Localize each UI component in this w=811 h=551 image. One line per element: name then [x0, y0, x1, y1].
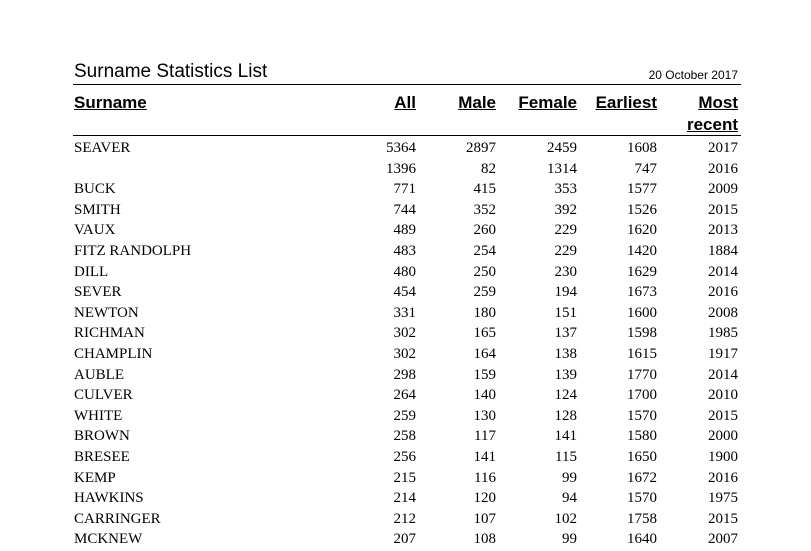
male-count-cell: 260 — [473, 222, 496, 239]
all-count-cell: 207 — [393, 531, 416, 548]
surname-cell: BRESEE — [74, 448, 130, 465]
table-row — [73, 426, 741, 447]
report-title-bar — [73, 58, 741, 85]
surname-cell: MCKNEW — [74, 531, 143, 548]
all-count-cell: 771 — [393, 181, 416, 198]
male-count-cell: 2897 — [466, 140, 496, 156]
table-row — [73, 200, 741, 221]
all-count-cell: 302 — [393, 325, 416, 342]
column-header-female: Female — [518, 93, 577, 112]
most-recent-year-cell: 2007 — [708, 531, 738, 548]
table-row — [73, 303, 741, 324]
female-count-cell: 137 — [554, 325, 577, 342]
most-recent-year-cell: 2010 — [708, 387, 738, 404]
earliest-year-cell: 1629 — [627, 263, 657, 280]
most-recent-year-cell: 2016 — [708, 469, 738, 486]
most-recent-year-cell: 2014 — [708, 366, 738, 383]
all-count-cell: 744 — [393, 201, 416, 218]
surname-cell: AUBLE — [74, 366, 124, 383]
male-count-cell: 108 — [473, 531, 496, 548]
earliest-year-cell: 1580 — [627, 428, 657, 445]
report-date: 20 October 2017 — [648, 68, 738, 82]
all-count-cell: 212 — [393, 510, 416, 527]
most-recent-year-cell: 1900 — [708, 448, 738, 465]
all-count-cell: 1396 — [386, 160, 416, 177]
table-header — [73, 85, 741, 136]
column-header-earliest: Earliest — [595, 93, 657, 112]
table-row — [73, 220, 741, 241]
earliest-year-cell: 1608 — [627, 140, 657, 156]
surname-cell: HAWKINS — [74, 490, 144, 507]
table-row — [73, 323, 741, 344]
surname-cell: KEMP — [74, 469, 116, 486]
all-count-cell: 256 — [393, 448, 416, 465]
surname-cell: BUCK — [74, 181, 116, 198]
column-header-all: All — [394, 93, 416, 112]
earliest-year-cell: 1598 — [627, 325, 657, 342]
table-row — [73, 468, 741, 489]
earliest-year-cell: 1640 — [627, 531, 657, 548]
most-recent-year-cell: 1975 — [708, 490, 738, 507]
column-header-most-recent-line1: Most — [698, 93, 738, 112]
earliest-year-cell: 1526 — [627, 201, 657, 218]
male-count-cell: 415 — [473, 181, 496, 198]
surname-cell: WHITE — [74, 407, 123, 424]
surname-cell: VAUX — [74, 222, 116, 239]
most-recent-year-cell: 2016 — [708, 284, 738, 301]
table-row — [73, 529, 741, 550]
table-row — [73, 385, 741, 406]
earliest-year-cell: 747 — [634, 160, 657, 177]
table-row — [73, 241, 741, 262]
surname-cell: CHAMPLIN — [74, 345, 153, 362]
male-count-cell: 82 — [481, 160, 496, 177]
most-recent-year-cell: 2008 — [708, 304, 738, 321]
female-count-cell: 94 — [562, 490, 577, 507]
all-count-cell: 489 — [393, 222, 416, 239]
female-count-cell: 2459 — [547, 140, 577, 156]
female-count-cell: 229 — [554, 222, 577, 239]
table-row — [73, 488, 741, 509]
female-count-cell: 99 — [562, 531, 577, 548]
table-row — [73, 365, 741, 386]
column-header-most-recent — [668, 92, 738, 136]
earliest-year-cell: 1570 — [627, 407, 657, 424]
male-count-cell: 180 — [473, 304, 496, 321]
female-count-cell: 128 — [554, 407, 577, 424]
table-row — [73, 344, 741, 365]
column-header-male: Male — [458, 93, 496, 112]
all-count-cell: 215 — [393, 469, 416, 486]
most-recent-year-cell: 2016 — [708, 160, 738, 177]
most-recent-year-cell: 2013 — [708, 222, 738, 239]
all-count-cell: 259 — [393, 407, 416, 424]
most-recent-year-cell: 1985 — [708, 325, 738, 342]
all-count-cell: 5364 — [386, 140, 416, 156]
table-row — [73, 138, 741, 159]
most-recent-year-cell: 2015 — [708, 201, 738, 218]
surname-cell: CULVER — [74, 387, 133, 404]
table-row — [73, 447, 741, 468]
male-count-cell: 141 — [473, 448, 496, 465]
report-title: Surname Statistics List — [74, 61, 268, 82]
surname-cell: RICHMAN — [74, 325, 145, 342]
male-count-cell: 259 — [473, 284, 496, 301]
male-count-cell: 165 — [473, 325, 496, 342]
male-count-cell: 107 — [473, 510, 496, 527]
earliest-year-cell: 1700 — [627, 387, 657, 404]
surname-statistics-report — [73, 58, 741, 550]
table-row — [73, 282, 741, 303]
all-count-cell: 480 — [393, 263, 416, 280]
all-count-cell: 264 — [393, 387, 416, 404]
earliest-year-cell: 1620 — [627, 222, 657, 239]
earliest-year-cell: 1672 — [627, 469, 657, 486]
table-row — [73, 262, 741, 283]
female-count-cell: 138 — [554, 345, 577, 362]
female-count-cell: 99 — [562, 469, 577, 486]
all-count-cell: 454 — [393, 284, 416, 301]
female-count-cell: 230 — [554, 263, 577, 280]
female-count-cell: 392 — [554, 201, 577, 218]
column-header-surname: Surname — [74, 93, 147, 112]
earliest-year-cell: 1673 — [627, 284, 657, 301]
female-count-cell: 353 — [554, 181, 577, 198]
male-count-cell: 116 — [474, 469, 496, 486]
surname-cell: NEWTON — [74, 304, 139, 321]
surname-cell: SMITH — [74, 201, 121, 218]
female-count-cell: 115 — [555, 448, 577, 465]
male-count-cell: 164 — [473, 345, 496, 362]
earliest-year-cell: 1420 — [627, 242, 657, 259]
earliest-year-cell: 1650 — [627, 448, 657, 465]
surname-cell: BROWN — [74, 428, 130, 445]
most-recent-year-cell: 2009 — [708, 181, 738, 198]
most-recent-year-cell: 1884 — [708, 242, 738, 259]
most-recent-year-cell: 2017 — [708, 140, 738, 156]
female-count-cell: 151 — [554, 304, 577, 321]
earliest-year-cell: 1570 — [627, 490, 657, 507]
male-count-cell: 159 — [473, 366, 496, 383]
male-count-cell: 352 — [473, 201, 496, 218]
female-count-cell: 141 — [554, 428, 577, 445]
all-count-cell: 214 — [393, 490, 416, 507]
female-count-cell: 139 — [554, 366, 577, 383]
table-body — [73, 138, 741, 550]
male-count-cell: 120 — [473, 490, 496, 507]
surname-cell: CARRINGER — [74, 510, 161, 527]
all-count-cell: 483 — [393, 242, 416, 259]
male-count-cell: 254 — [473, 242, 496, 259]
most-recent-year-cell: 2015 — [708, 407, 738, 424]
earliest-year-cell: 1770 — [627, 366, 657, 383]
table-row — [73, 509, 741, 530]
male-count-cell: 117 — [474, 428, 496, 445]
male-count-cell: 250 — [473, 263, 496, 280]
all-count-cell: 331 — [393, 304, 416, 321]
table-row — [73, 179, 741, 200]
female-count-cell: 194 — [554, 284, 577, 301]
male-count-cell: 140 — [473, 387, 496, 404]
all-count-cell: 258 — [393, 428, 416, 445]
all-count-cell: 302 — [393, 345, 416, 362]
table-row — [73, 406, 741, 427]
female-count-cell: 102 — [554, 510, 577, 527]
earliest-year-cell: 1758 — [627, 510, 657, 527]
surname-cell: SEVER — [74, 284, 122, 301]
surname-cell: SEAVER — [74, 140, 131, 156]
surname-cell: FITZ RANDOLPH — [74, 242, 192, 259]
female-count-cell: 124 — [554, 387, 577, 404]
column-header-most-recent-line2: recent — [686, 115, 738, 134]
earliest-year-cell: 1615 — [627, 345, 657, 362]
earliest-year-cell: 1577 — [627, 181, 657, 198]
most-recent-year-cell: 2000 — [708, 428, 738, 445]
earliest-year-cell: 1600 — [627, 304, 657, 321]
surname-cell: DILL — [74, 263, 109, 280]
most-recent-year-cell: 2015 — [708, 510, 738, 527]
most-recent-year-cell: 1917 — [708, 345, 738, 362]
all-count-cell: 298 — [393, 366, 416, 383]
female-count-cell: 1314 — [547, 160, 577, 177]
male-count-cell: 130 — [473, 407, 496, 424]
most-recent-year-cell: 2014 — [708, 263, 738, 280]
table-row — [73, 159, 741, 180]
female-count-cell: 229 — [554, 242, 577, 259]
